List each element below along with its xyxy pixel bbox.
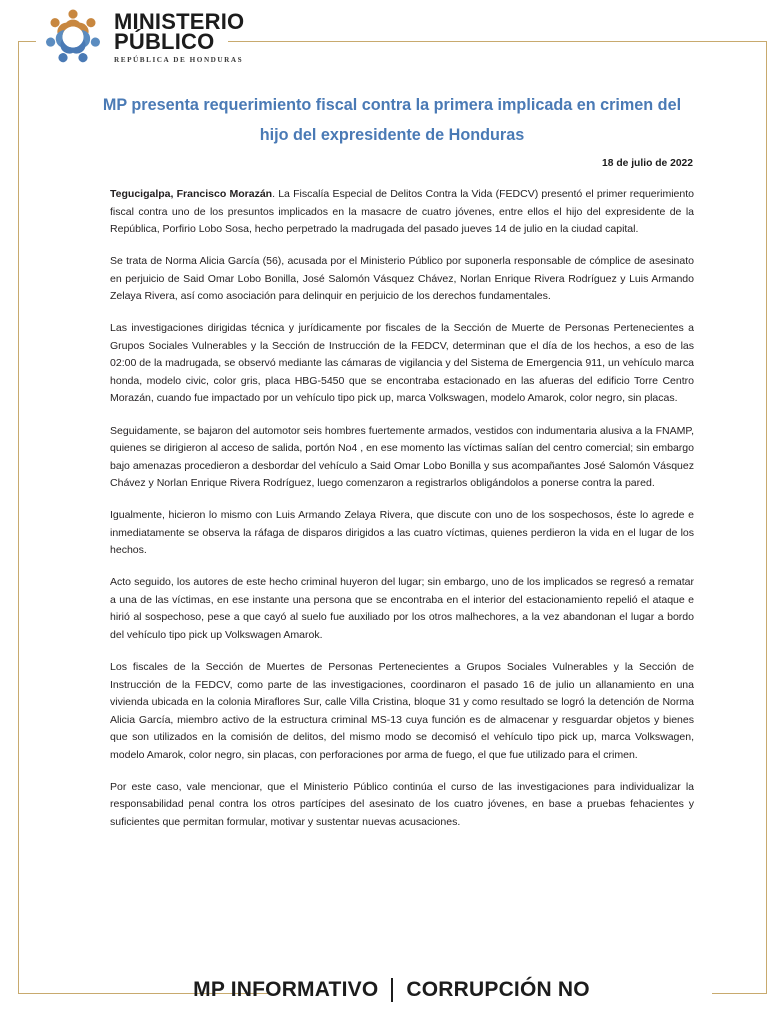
paragraph [110,320,694,408]
paragraph-text: . La Fiscalía Especial de Delitos Contra la Vida (FEDCV) presentó el primer requerimiento fiscal contra uno de los presuntos implicados en la masacre de cuatro jóvenes, entre ellos el hijo del expresidente de la República, Porfirio Lobo Sosa, hecho perpetrado la madrugada del pasado jueves 14 de julio en la ciudad capital. [110,188,694,236]
frame-border-top [228,41,767,42]
footer-left-text: MP INFORMATIVO [193,978,379,1001]
paragraph-lead: Tegucigalpa, Francisco Morazán [110,188,273,200]
frame-border-left [18,41,19,994]
wordmark [114,10,244,64]
paragraph-text: Igualmente, hicieron lo mismo con Luis Armando Zelaya Rivera, que discute con uno de los sospechosos, éste lo agrede e inmediatamente se observa la ráfaga de disparos dirigidos a las cuatro víctimas, quienes perdieron la vida en el lugar de los hechos. [110,509,694,557]
circle-of-people-icon [42,6,104,68]
paragraph-text: Acto seguido, los autores de este hecho criminal huyeron del lugar; sin embargo, uno de los implicados se regresó a rematar a una de las víctimas, en ese instante una persona que se encontraba en el interior del estacionamiento repelió el ataque e hirió al sospechoso, pese a que cayó al suelo fue auxiliado por los otros malhechores, a la vez abandonan el lugar a bordo del vehículo tipo pick up Volkswagen Amarok. [110,576,694,641]
page-title: MP presenta requerimiento fiscal contra la primera implicada en crimen del hijo del expresidente de Honduras [102,96,682,144]
wordmark-line-ministerio: MINISTERIO [114,9,245,34]
footer-slogan [0,978,783,1002]
paragraph [110,253,694,306]
masthead [42,6,244,68]
frame-border-right [766,41,767,994]
paragraph-text: Se trata de Norma Alicia García (56), acusada por el Ministerio Público por suponerla responsable de cómplice de asesinato en perjuicio de Said Omar Lobo Bonilla, José Salomón Vásquez Chávez, Norlan Enrique Rivera Rodríguez y Luis Armando Zelaya Rivera, así como asociación para delinquir en perjuicio de los derechos fundamentales. [110,255,694,303]
paragraph-text: Los fiscales de la Sección de Muertes de Personas Pertenecientes a Grupos Sociales Vulnerables y la Sección de Instrucción de la FEDCV, como parte de las investigaciones, coordinaron el pasado 16 de julio un allanamiento en una vivienda ubicada en la colonia Miraflores Sur, calle Villa Cristina, bloque 31 y como resultado se logró la detención de Norma Alicia García, miembro activo de la estructura criminal MS-13 cuya función es de almacenar y resguardar objetos y bienes que son utilizados en la comisión de delitos, del mismo modo se decomisó el vehículo tipo pick up, marca Volkswagen, modelo Amarok, color negro, sin placas, con perforaciones por arma de fuego, el que fue utilizado para el crimen. [110,661,694,761]
paragraph [110,423,694,493]
paragraph [110,186,694,239]
paragraph-text: Seguidamente, se bajaron del automotor seis hombres fuertemente armados, vestidos con indumentaria alusiva a la FNAMP, quienes se dirigieron al acceso de salida, portón No4 , en ese momento las víctimas salían del centro comercial; sin embargo bajo amenazas procedieron a desbordar del vehículo a Said Omar Lobo Bonilla y sus acompañantes José Salomón Vásquez Chávez y Norlan Enrique Rivera Rodríguez, luego comenzaron a registrarlos obligándolos a ponerse contra la pared. [110,424,694,490]
paragraph [110,574,694,644]
paragraph [110,779,694,832]
paragraph-text: Las investigaciones dirigidas técnica y jurídicamente por fiscales de la Sección de Muerte de Personas Pertenecientes a Grupos Sociales Vulnerables y la Sección de Instrucción de la FEDCV, determinan que el día de los hechos, a eso de las 02:00 de la madrugada, se observó mediante las cámaras de vigilancia y del Sistema de Emergencia 911, un vehículo marca honda, modelo civic, color gris, placa HBG-5450 que se encontraba estacionado en las afueras del edificio Torre Centro Morazán, cuando fue impactado por un vehículo tipo pick up, marca Volkswagen, modelo Amarok, color negro, sin placas. [110,322,694,405]
publication-date: 18 de julio de 2022 [602,158,693,169]
paragraph-text: Por este caso, vale mencionar, que el Ministerio Público continúa el curso de las investigaciones para individualizar la responsabilidad penal contra los otros partícipes del asesinato de los cuatro jóvenes, en base a pruebas fehacientes y suficientes que permitan formular, motivar y sustentar nuevas acusaciones. [110,780,694,828]
wordmark-line-publico: PÚBLICO [114,29,215,54]
footer-divider [391,978,393,1002]
article-body [110,186,694,846]
paragraph [110,507,694,560]
footer-right-text: CORRUPCIÓN NO [406,978,590,1001]
frame-border-top-stub [18,41,36,42]
wordmark-line-republica: REPÚBLICA DE HONDURAS [114,56,244,64]
paragraph [110,659,694,764]
